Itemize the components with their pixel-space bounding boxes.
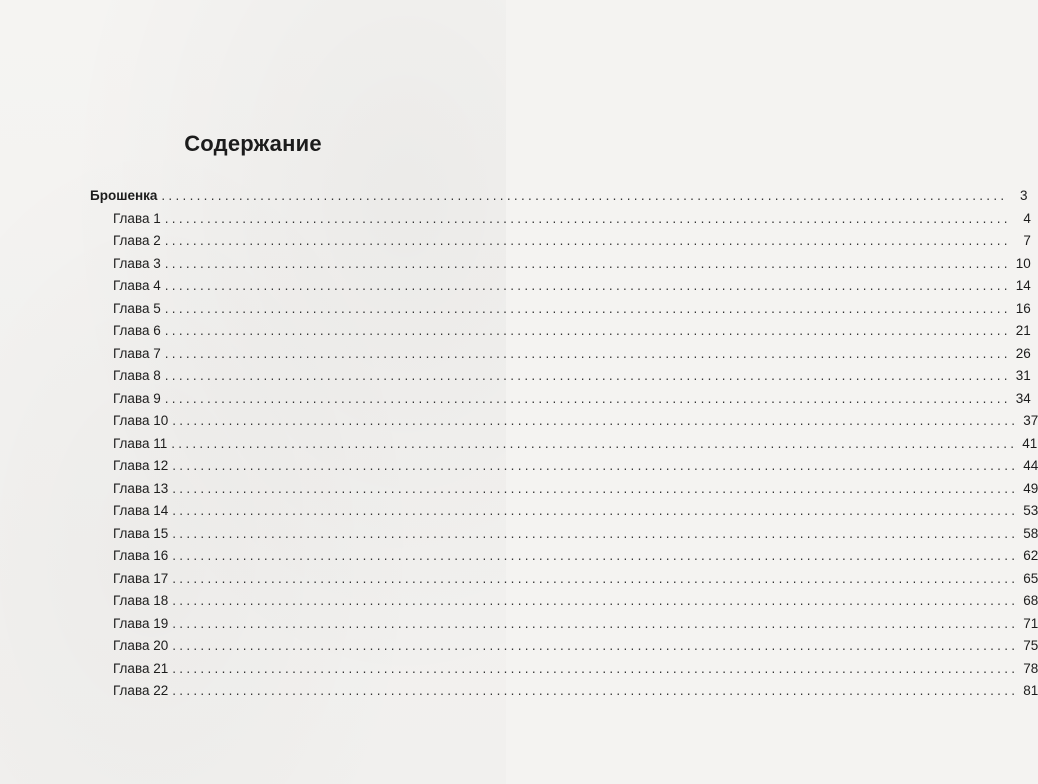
dot-leader: ........................................................................................................................ (172, 480, 1019, 496)
toc-page-number: 31 (1015, 368, 1031, 383)
toc-page-number: 34 (1015, 390, 1031, 406)
toc-entry-label: Глава 18 (113, 593, 169, 608)
toc-page-number: 37 (1023, 413, 1038, 428)
toc-page-number: 26 (1015, 345, 1031, 361)
toc-page-number: 58 (1023, 525, 1038, 541)
toc-entry-label: Глава 6 (113, 323, 161, 338)
toc-entry-label: Глава 14 (113, 503, 169, 518)
dot-leader: ........................................................................................................................ (172, 570, 1019, 586)
toc-page-number: 7 (1023, 233, 1031, 248)
dot-leader: ........................................................................................................................ (172, 615, 1019, 631)
toc-chapter-entry[interactable] (113, 368, 1031, 388)
toc-chapter-entry[interactable] (113, 435, 1038, 456)
toc-chapter-entry[interactable] (113, 503, 1038, 523)
toc-entry-label: Глава 19 (113, 615, 169, 631)
toc-page-number: 4 (1023, 210, 1031, 226)
toc-entry-label: Глава 11 (113, 435, 168, 451)
toc-entry-label: Глава 9 (113, 390, 161, 406)
toc-page-number: 81 (1023, 683, 1038, 698)
toc-entry-label: Глава 22 (113, 683, 169, 698)
toc-page-number: 21 (1015, 323, 1031, 338)
toc-chapter-entry[interactable] (113, 615, 1038, 636)
toc-entry-label: Глава 3 (113, 255, 161, 271)
dot-leader: ........................................................................................................................ (172, 638, 1019, 653)
toc-chapter-entry[interactable] (113, 233, 1031, 253)
dot-leader: ........................................................................................................................ (164, 278, 1011, 293)
toc-chapter-entry[interactable] (113, 300, 1031, 321)
toc-entry-label: Глава 5 (113, 300, 161, 316)
toc-chapter-entry[interactable] (113, 480, 1038, 501)
dot-leader: ........................................................................................................................ (164, 323, 1011, 338)
toc-page-number: 3 (1019, 188, 1028, 203)
toc-chapter-entry[interactable] (113, 323, 1031, 343)
dot-leader: ........................................................................................................................ (172, 660, 1019, 676)
toc-page-number: 62 (1023, 548, 1038, 563)
dot-leader: ........................................................................................................................ (172, 503, 1019, 518)
toc-page-number: 16 (1015, 300, 1031, 316)
toc-chapter-entry[interactable] (113, 210, 1031, 231)
dot-leader: ........................................................................................................................ (172, 413, 1019, 428)
dot-leader: ........................................................................................................................ (172, 525, 1019, 541)
toc-chapter-entry[interactable] (113, 570, 1038, 591)
toc-page-number: 75 (1023, 638, 1038, 653)
toc-entry-label: Глава 21 (113, 660, 169, 676)
toc-entry-label: Глава 4 (113, 278, 161, 293)
toc-page-number: 49 (1023, 480, 1038, 496)
toc-entry-label: Глава 16 (113, 548, 169, 563)
toc-chapter-entry[interactable] (113, 638, 1038, 658)
dot-leader: ........................................................................................................................ (161, 188, 1008, 203)
toc-page-number: 53 (1023, 503, 1038, 518)
toc-chapter-entry[interactable] (113, 278, 1031, 298)
dot-leader: ........................................................................................................................ (172, 593, 1019, 608)
toc-page-number: 14 (1015, 278, 1031, 293)
toc-page-number: 44 (1023, 458, 1038, 473)
toc-chapter-entry[interactable] (113, 548, 1038, 568)
toc-entry-label: Глава 10 (113, 413, 169, 428)
dot-leader: ........................................................................................................................ (172, 548, 1019, 563)
toc-entry-label: Глава 2 (113, 233, 161, 248)
dot-leader: ........................................................................................................................ (164, 390, 1011, 406)
toc-chapter-entry[interactable] (113, 660, 1038, 681)
toc-entry-label: Глава 13 (113, 480, 169, 496)
page-title: Содержание (184, 131, 322, 156)
toc-chapter-entry[interactable] (113, 345, 1031, 366)
toc-page-number: 71 (1023, 615, 1038, 631)
toc-entry-label: Брошенка (90, 188, 158, 203)
toc-entry-label: Глава 12 (113, 458, 169, 473)
dot-leader: ........................................................................................................................ (171, 435, 1018, 451)
toc-page-number: 78 (1023, 660, 1038, 676)
toc-page-number: 65 (1023, 570, 1038, 586)
dot-leader: ........................................................................................................................ (164, 233, 1011, 248)
dot-leader: ........................................................................................................................ (172, 683, 1019, 698)
toc-entry-label: Глава 20 (113, 638, 169, 653)
toc-entry-label: Глава 15 (113, 525, 169, 541)
toc-section-entry[interactable] (90, 188, 1028, 208)
dot-leader: ........................................................................................................................ (164, 255, 1011, 271)
dot-leader: ........................................................................................................................ (164, 300, 1011, 316)
dot-leader: ........................................................................................................................ (164, 210, 1011, 226)
dot-leader: ........................................................................................................................ (164, 368, 1011, 383)
dot-leader: ........................................................................................................................ (172, 458, 1019, 473)
toc-chapter-entry[interactable] (113, 413, 1038, 433)
toc-chapter-entry[interactable] (113, 525, 1038, 546)
toc-page-number: 41 (1022, 435, 1038, 451)
toc-chapter-entry[interactable] (113, 390, 1031, 411)
toc-chapter-entry[interactable] (113, 593, 1038, 613)
toc-chapter-entry[interactable] (113, 683, 1038, 703)
toc-page-number: 10 (1015, 255, 1031, 271)
dot-leader: ........................................................................................................................ (164, 345, 1011, 361)
toc-chapter-entry[interactable] (113, 255, 1031, 276)
toc-entry-label: Глава 7 (113, 345, 161, 361)
toc-entry-label: Глава 8 (113, 368, 161, 383)
toc-chapter-entry[interactable] (113, 458, 1038, 478)
toc-page-number: 68 (1023, 593, 1038, 608)
toc-entry-label: Глава 1 (113, 210, 161, 226)
toc-entry-label: Глава 17 (113, 570, 169, 586)
